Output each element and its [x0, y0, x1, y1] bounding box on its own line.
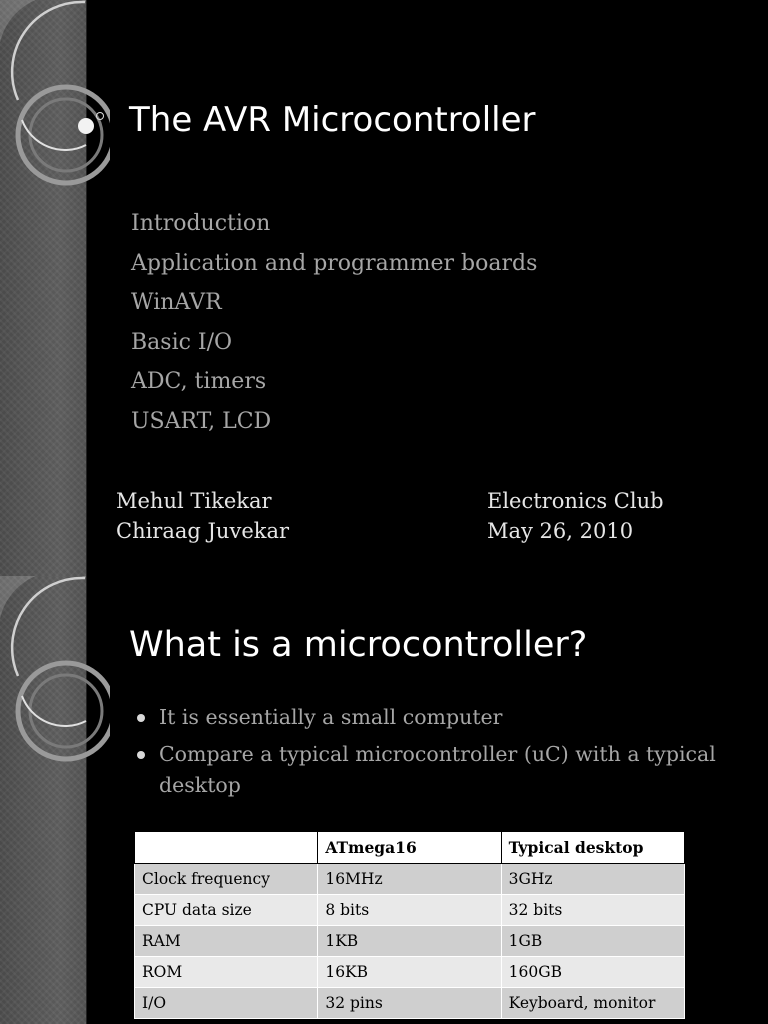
agenda-item: ADC, timers: [131, 369, 267, 395]
organization-block: [487, 486, 664, 546]
table-header-cell: Typical desktop: [501, 832, 684, 864]
slide-title: What is a microcontroller?: [129, 625, 588, 665]
author-name: Chiraag Juvekar: [116, 519, 290, 543]
decorative-side-band: [0, 0, 87, 576]
decorative-rings-icon: [0, 576, 110, 776]
table-cell: CPU data size: [135, 895, 318, 926]
table-row: [135, 864, 685, 895]
agenda-item: WinAVR: [131, 290, 222, 316]
table-cell: 160GB: [501, 957, 684, 988]
table-cell: RAM: [135, 926, 318, 957]
slide-title: The AVR Microcontroller: [129, 100, 536, 140]
agenda-item: Basic I/O: [131, 329, 233, 355]
author-name: Mehul Tikekar: [116, 489, 272, 513]
title-bullet-icon: [78, 118, 94, 134]
small-ring-icon: [96, 112, 104, 120]
comparison-table: [134, 831, 685, 1019]
bullet-dot-icon: [137, 714, 145, 722]
table-header-cell: [135, 832, 318, 864]
authors-block: [116, 486, 289, 546]
bullet-item: [136, 739, 746, 801]
table-cell: 16MHz: [318, 864, 501, 895]
agenda-list: [131, 204, 537, 442]
bullet-text: Compare a typical microcontroller (uC) with a typical desktop: [159, 742, 716, 797]
table-header-cell: ATmega16: [318, 832, 501, 864]
decorative-side-band: [0, 576, 87, 1024]
agenda-item: USART, LCD: [131, 408, 272, 434]
table-cell: 16KB: [318, 957, 501, 988]
presentation-date: May 26, 2010: [487, 519, 634, 543]
table-cell: 3GHz: [501, 864, 684, 895]
table-cell: ROM: [135, 957, 318, 988]
bullet-list: [136, 702, 746, 807]
table-row: [135, 957, 685, 988]
table-header-row: [135, 832, 685, 864]
bullet-item: [136, 702, 746, 733]
table-cell: Keyboard, monitor: [501, 988, 684, 1019]
table-cell: 32 pins: [318, 988, 501, 1019]
table-cell: 8 bits: [318, 895, 501, 926]
table-cell: I/O: [135, 988, 318, 1019]
agenda-item: Introduction: [131, 211, 271, 236]
agenda-item: Application and programmer boards: [131, 250, 538, 276]
table-row: [135, 895, 685, 926]
table-cell: Clock frequency: [135, 864, 318, 895]
bullet-text: It is essentially a small computer: [159, 705, 503, 729]
decorative-rings-icon: [0, 0, 110, 200]
organization-name: Electronics Club: [487, 489, 664, 513]
table-cell: 1KB: [318, 926, 501, 957]
table-row: [135, 988, 685, 1019]
table-cell: 32 bits: [501, 895, 684, 926]
bullet-dot-icon: [137, 751, 145, 759]
table-cell: 1GB: [501, 926, 684, 957]
table-row: [135, 926, 685, 957]
